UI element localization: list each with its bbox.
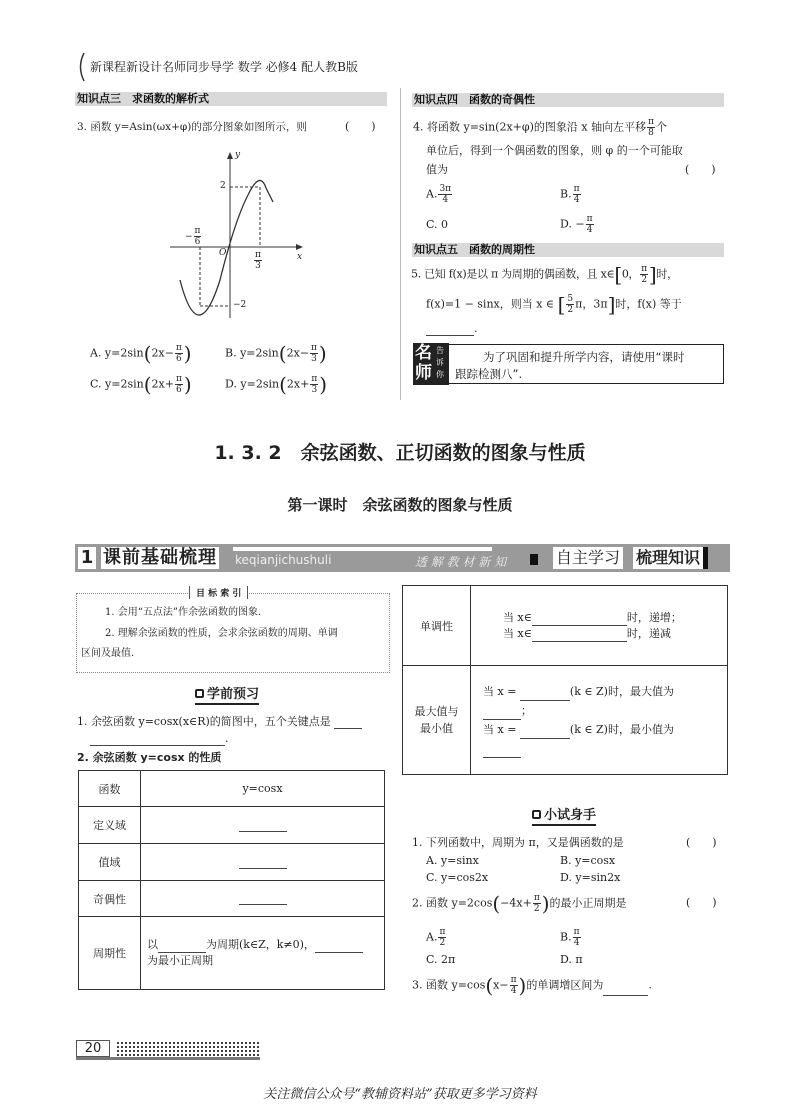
page-number: 20 xyxy=(76,1040,110,1057)
practice-q1-option-c: C. y=cos2x xyxy=(426,871,489,884)
row-label-monotonicity: 单调性 xyxy=(403,586,471,666)
practice-q2-option-b: B. $\frac{\pi}{4}$ xyxy=(560,927,580,948)
objective-2-cont: 区间及最值. xyxy=(81,648,135,659)
k5-question-line1: 5. 已知 f(x)是以 π 为周期的偶函数，且 x∈[0， $\frac{\pi}{2}$ ]时， xyxy=(411,262,678,287)
section-title: 1. 3. 2 余弦函数、正切函数的图象与性质 xyxy=(214,442,586,464)
row-value-parity[interactable] xyxy=(141,881,385,917)
k4-question-line1: 4. 将函数 y=sin(2x+φ)的图象沿 x 轴向左平移 $\frac{\pi}{8}$ 个 xyxy=(413,117,667,138)
k5-question-line2: f(x)=1 − sinx，则当 x ∈ [ $\frac{5}{2}$ π，3π]时，f(x) 等于 xyxy=(426,292,682,317)
teacher-tip-text2: 跟踪检测八”. xyxy=(455,367,523,381)
k4-option-c: C. 0 xyxy=(426,218,449,231)
practice-icon xyxy=(532,810,541,819)
k3-option-b: B. y=2sin(2x− $\frac{\pi}{3}$ ) xyxy=(225,341,327,366)
graph-xleft-label: − $\frac{\pi}{6}$ xyxy=(185,226,201,247)
banner-number: 1 xyxy=(78,547,96,569)
practice-q2-option-d: D. π xyxy=(560,953,583,966)
graph-xright-label: $\frac{\pi}{3}$ xyxy=(255,250,261,271)
banner-tag-self-study: 自主学习 xyxy=(553,547,623,569)
practice-q1-option-d: D. y=sin2x xyxy=(560,871,621,884)
banner-title: 课前基础梳理 xyxy=(103,547,217,568)
k5-answer-blank[interactable]: . xyxy=(426,322,478,336)
graph-y-label: y xyxy=(235,150,241,160)
row-label-parity: 奇偶性 xyxy=(79,881,141,917)
k4-option-a: A. $\frac{3\pi}{4}$ xyxy=(426,184,452,205)
k3-option-a: A. y=2sin(2x− $\frac{\pi}{6}$ ) xyxy=(90,341,192,366)
practice-q1: 1. 下列函数中，周期为 π，又是偶函数的是 xyxy=(412,836,624,849)
row-label-domain: 定义域 xyxy=(79,807,141,844)
practice-q2: 2. 函数 y=2cos(−4x+ $\frac{\pi}{2}$ )的最小正周期是 xyxy=(412,891,627,916)
row-value-extremes[interactable]: 当 x = (k ∈ Z)时，最大值为 ； 当 x = (k ∈ Z)时，最小值为 xyxy=(471,666,728,775)
section-banner xyxy=(75,544,730,572)
preview-q1-blank[interactable]: . xyxy=(90,732,229,746)
graph-origin-label: O xyxy=(219,248,227,258)
row-label-period: 周期性 xyxy=(79,917,141,990)
cos-monotonic-table xyxy=(402,585,728,775)
banner-square-icon xyxy=(530,554,538,565)
objectives-box xyxy=(76,589,390,673)
k4-option-b: B. $\frac{\pi}{4}$ xyxy=(560,184,580,205)
practice-q1-option-b: B. y=cosx xyxy=(560,854,616,867)
row-value-range[interactable] xyxy=(141,844,385,881)
objectives-title: 目 标 索 引 xyxy=(189,586,248,599)
graph-x-label: x xyxy=(297,252,303,262)
k3-question: 3. 函数 y=Asin(ωx+φ)的部分图象如图所示，则 xyxy=(77,121,307,133)
k4-paren: ( ) xyxy=(685,163,716,176)
banner-stripe xyxy=(233,547,492,551)
preview-icon xyxy=(195,689,204,698)
preview-q1: 1. 余弦函数 y=cosx(x∈R)的简图中，五个关键点是 xyxy=(77,715,362,729)
k4-question-line2: 单位后，得到一个偶函数的图象，则 φ 的一个可能取 xyxy=(426,144,683,157)
graph-ymin-label: −2 xyxy=(233,300,247,310)
teacher-tip-box xyxy=(414,344,724,384)
row-value-monotonicity[interactable]: 当 x∈ 时，递增； 当 x∈ 时，递减 xyxy=(471,586,728,666)
practice-q3: 3. 函数 y=cos(x− $\frac{\pi}{4}$ )的单调增区间为 . xyxy=(412,973,652,998)
header-title: 新课程新设计名师同步导学 数学 必修4 配人教B版 xyxy=(90,60,358,74)
practice-q2-option-c: C. 2π xyxy=(426,953,456,966)
k3-title: 知识点三 求函数的解析式 xyxy=(75,92,387,106)
practice-q1-paren: ( ) xyxy=(686,836,717,849)
k4-title: 知识点四 函数的奇偶性 xyxy=(412,93,724,107)
row-label-extremes: 最大值与 最小值 xyxy=(403,666,471,775)
header-bracket-icon xyxy=(76,52,86,82)
practice-q2-paren: ( ) xyxy=(686,896,717,909)
banner-slogan: 透 解 教 材 新 知 xyxy=(415,555,507,569)
k3-option-c: C. y=2sin(2x+ $\frac{\pi}{6}$ ) xyxy=(90,372,192,397)
cos-properties-table xyxy=(78,770,385,990)
k4-question-line3: 值为 xyxy=(426,163,448,176)
practice-q1-option-a: A. y=sinx xyxy=(426,854,479,867)
k3-graph xyxy=(170,150,310,330)
preview-q2: 2. 余弦函数 y=cosx 的性质 xyxy=(77,751,222,764)
row-value-period[interactable]: 以 为周期(k∈Z，k≠0)， 为最小正周期 xyxy=(141,917,385,990)
teacher-logo: 名 师 告诉你 xyxy=(413,343,449,385)
dot-pattern xyxy=(116,1041,260,1056)
practice-title: 小试身手 xyxy=(532,804,596,826)
row-label-range: 值域 xyxy=(79,844,141,881)
graph-ymax-label: 2 xyxy=(220,181,226,191)
k3-option-d: D. y=2sin(2x+ $\frac{\pi}{3}$ ) xyxy=(225,372,328,397)
row-label-function: 函数 xyxy=(79,771,141,807)
preview-title: 学前预习 xyxy=(195,683,259,705)
banner-tag-knowledge: 梳理知识 xyxy=(633,547,708,569)
objective-2: 2. 理解余弦函数的性质，会求余弦函数的周期、单调 xyxy=(105,628,338,639)
k3-paren: ( ) xyxy=(345,120,376,133)
lesson-title: 第一课时 余弦函数的图象与性质 xyxy=(287,496,513,514)
k5-title: 知识点五 函数的周期性 xyxy=(412,243,724,257)
column-divider xyxy=(400,88,401,400)
banner-pinyin: keqianjichushuli xyxy=(235,553,332,567)
page-number-strip xyxy=(76,1040,260,1060)
row-value-function: y=cosx xyxy=(141,771,385,807)
objective-1: 1. 会用“五点法”作余弦函数的图象. xyxy=(105,607,262,618)
practice-q2-option-a: A. $\frac{\pi}{2}$ xyxy=(426,927,446,948)
k4-option-d: D. − $\frac{\pi}{4}$ xyxy=(560,214,593,235)
footer-note: 关注微信公众号“教辅资料站”获取更多学习资料 xyxy=(263,1087,537,1102)
row-value-domain[interactable] xyxy=(141,807,385,844)
teacher-tip-text1: 为了巩固和提升所学内容，请使用“课时 xyxy=(483,350,685,364)
